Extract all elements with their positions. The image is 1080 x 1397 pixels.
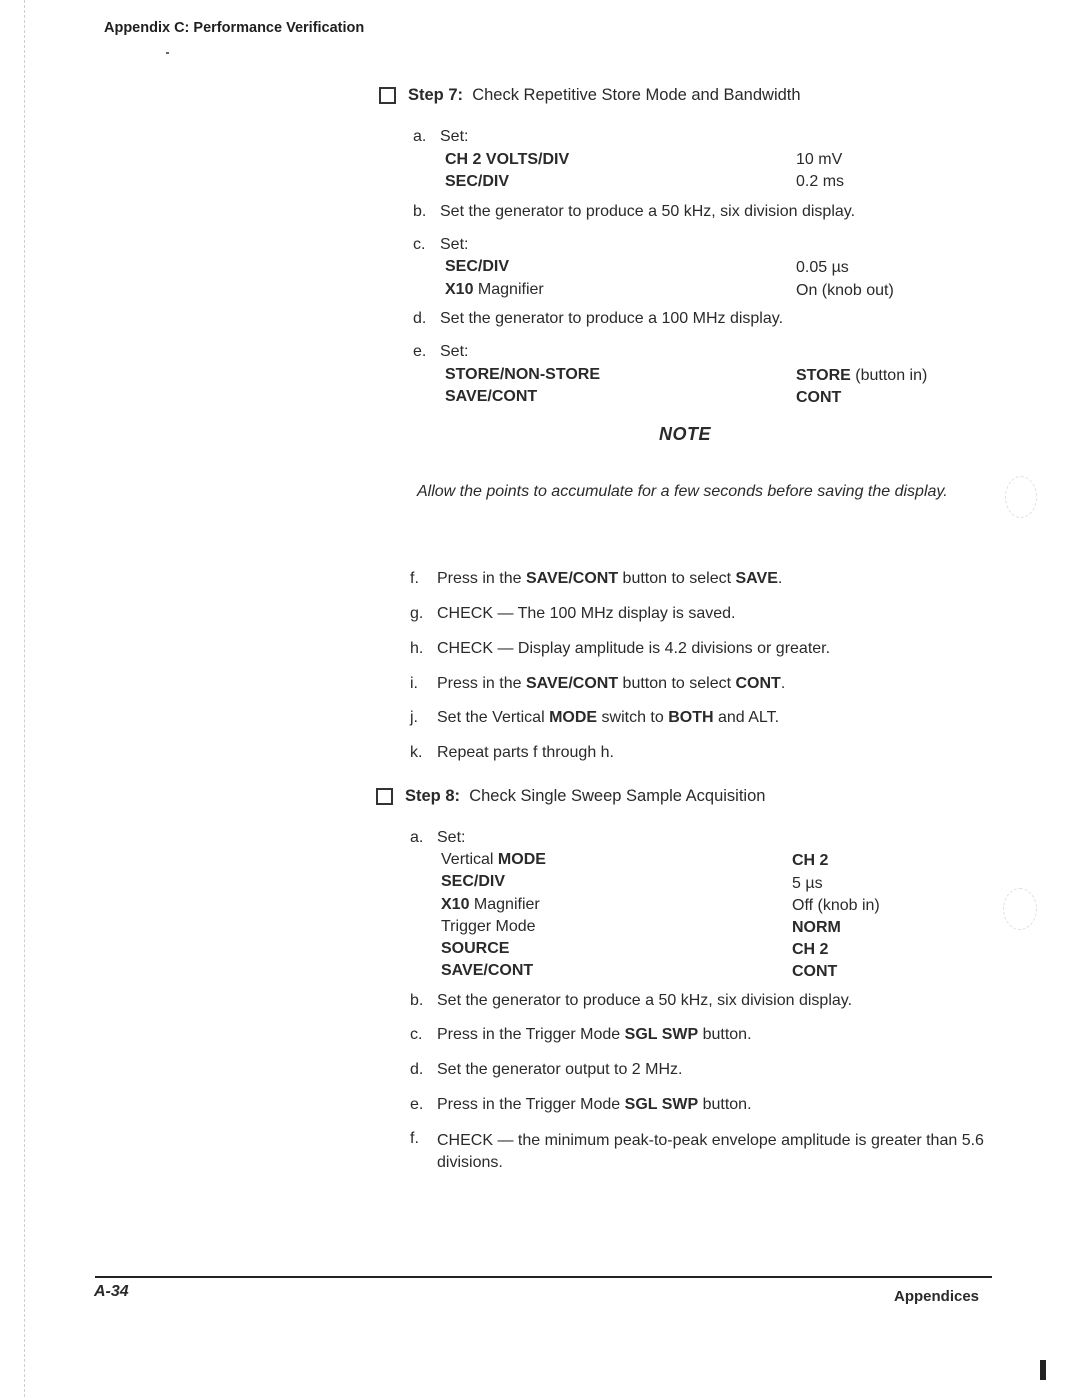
step-8-checkbox[interactable] xyxy=(376,788,393,805)
step-8-a: a. Set: xyxy=(410,829,466,846)
step-7-g: g. CHECK — The 100 MHz display is saved. xyxy=(410,605,736,622)
scan-edge-mark xyxy=(1040,1360,1046,1380)
setting-value: On (knob out) xyxy=(796,282,894,299)
step-7-b: b. Set the generator to produce a 50 kHz, six division display. xyxy=(413,203,856,220)
setting-name: X10 Magnifier xyxy=(441,896,540,913)
footer-section: Appendices xyxy=(894,1288,980,1305)
step-7-a: a. Set: xyxy=(413,128,469,145)
note-title: NOTE xyxy=(659,424,712,444)
setting-name: Trigger Mode xyxy=(441,918,536,935)
setting-value: CONT xyxy=(792,963,838,980)
step-8-e: e. Press in the Trigger Mode SGL SWP button. xyxy=(410,1096,752,1113)
step-7-e: e. Set: xyxy=(413,343,469,360)
footer-rule xyxy=(95,1276,992,1278)
setting-value: Off (knob in) xyxy=(792,897,880,914)
scan-artifact xyxy=(1005,476,1037,518)
scan-artifact xyxy=(1003,888,1037,930)
setting-name: CH 2 VOLTS/DIV xyxy=(445,151,570,168)
setting-name: X10 Magnifier xyxy=(445,281,544,298)
step-7-c: c. Set: xyxy=(413,236,469,253)
scan-speck xyxy=(166,52,169,54)
setting-value: CH 2 xyxy=(792,852,829,869)
step-7-j: j. Set the Vertical MODE switch to BOTH and ALT. xyxy=(410,709,780,726)
step-7-heading: Step 7: Check Repetitive Store Mode and Bandwidth xyxy=(379,86,801,105)
step-8-heading: Step 8: Check Single Sweep Sample Acquisition xyxy=(376,787,765,806)
step-8-b: b. Set the generator to produce a 50 kHz, six division display. xyxy=(410,992,853,1009)
step-7-checkbox[interactable] xyxy=(379,87,396,104)
step-7-k: k. Repeat parts f through h. xyxy=(410,744,614,761)
setting-name: SAVE/CONT xyxy=(445,388,538,405)
setting-value: 0.05 µs xyxy=(796,259,849,276)
setting-name: STORE/NON-STORE xyxy=(445,366,600,383)
setting-name: SOURCE xyxy=(441,940,510,957)
setting-name: SEC/DIV xyxy=(441,873,506,890)
setting-value: STORE (button in) xyxy=(796,367,928,384)
setting-name: SAVE/CONT xyxy=(441,962,534,979)
step-7-f: f. Press in the SAVE/CONT button to select SAVE. xyxy=(410,570,783,587)
page-number: A-34 xyxy=(94,1283,129,1300)
step-8-c: c. Press in the Trigger Mode SGL SWP button. xyxy=(410,1026,752,1043)
note-body: Allow the points to accumulate for a few seconds before saving the display. xyxy=(417,483,948,500)
step-7-d: d. Set the generator to produce a 100 MHz display. xyxy=(413,310,784,327)
page-bleed-line xyxy=(24,0,25,1397)
step-7-i: i. Press in the SAVE/CONT button to select CONT. xyxy=(410,675,786,692)
step-7-h: h. CHECK — Display amplitude is 4.2 divisions or greater. xyxy=(410,640,831,657)
step-8-f: f. CHECK — the minimum peak-to-peak envelope amplitude is greater than 5.6 divisions. xyxy=(410,1130,984,1171)
setting-name: SEC/DIV xyxy=(445,173,510,190)
setting-value: NORM xyxy=(792,919,841,936)
setting-value: 5 µs xyxy=(792,875,823,892)
setting-value: 0.2 ms xyxy=(796,173,845,190)
setting-name: Vertical MODE xyxy=(441,851,546,868)
step-8-d: d. Set the generator output to 2 MHz. xyxy=(410,1061,683,1078)
setting-name: SEC/DIV xyxy=(445,258,510,275)
setting-value: CH 2 xyxy=(792,941,829,958)
setting-value: CONT xyxy=(796,389,842,406)
page-header: Appendix C: Performance Verification xyxy=(104,20,365,36)
setting-value: 10 mV xyxy=(796,151,843,168)
